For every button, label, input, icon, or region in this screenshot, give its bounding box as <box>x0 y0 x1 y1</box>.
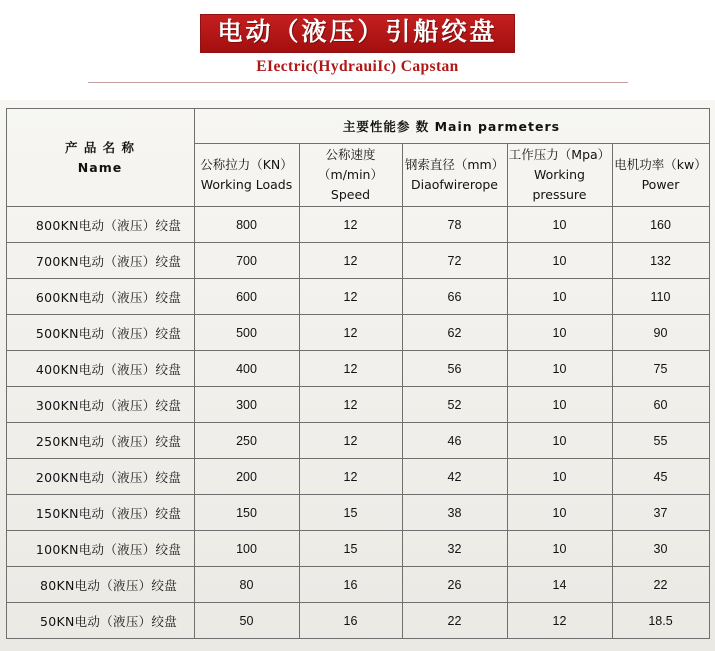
cell-wire-diameter: 42 <box>402 459 507 495</box>
cell-power: 60 <box>612 387 709 423</box>
cell-working-pressure: 14 <box>507 567 612 603</box>
table-row <box>6 603 709 639</box>
cell-speed: 12 <box>299 315 402 351</box>
cell-working-pressure: 10 <box>507 387 612 423</box>
table-row <box>6 387 709 423</box>
cell-speed: 12 <box>299 423 402 459</box>
column-header-wire-diameter-cn: 钢索直径（mm） <box>404 157 505 172</box>
column-header-speed <box>299 144 402 207</box>
table-row <box>6 243 709 279</box>
cell-working-load: 500 <box>194 315 299 351</box>
cell-working-load: 50 <box>194 603 299 639</box>
column-header-name-en: Name <box>77 159 123 175</box>
cell-wire-diameter: 32 <box>402 531 507 567</box>
cell-working-load: 300 <box>194 387 299 423</box>
column-header-wire-diameter-en: Diaofwirerope <box>411 177 498 192</box>
cell-speed: 12 <box>299 351 402 387</box>
cell-wire-diameter: 38 <box>402 495 507 531</box>
column-header-working-loads-cn: 公称拉力（KN） <box>200 157 293 172</box>
cell-working-load: 200 <box>194 459 299 495</box>
cell-wire-diameter: 78 <box>402 207 507 243</box>
column-header-working-pressure <box>507 144 612 207</box>
cell-working-load: 250 <box>194 423 299 459</box>
cell-product-name: 600KN电动（液压）绞盘 <box>6 279 194 315</box>
cell-product-name: 50KN电动（液压）绞盘 <box>6 603 194 639</box>
cell-power: 132 <box>612 243 709 279</box>
cell-wire-diameter: 56 <box>402 351 507 387</box>
cell-product-name: 700KN电动（液压）绞盘 <box>6 243 194 279</box>
cell-working-pressure: 10 <box>507 531 612 567</box>
cell-product-name: 500KN电动（液压）绞盘 <box>6 315 194 351</box>
cell-speed: 15 <box>299 495 402 531</box>
cell-working-load: 700 <box>194 243 299 279</box>
cell-working-pressure: 10 <box>507 351 612 387</box>
table-row <box>6 423 709 459</box>
column-group-header-main-parameters: 主要性能参 数 Main parmeters <box>194 109 709 144</box>
table-header-row-group <box>6 109 709 144</box>
cell-working-pressure: 10 <box>507 243 612 279</box>
cell-wire-diameter: 66 <box>402 279 507 315</box>
cell-power: 160 <box>612 207 709 243</box>
column-header-working-pressure-en: Working pressure <box>532 167 587 202</box>
cell-wire-diameter: 46 <box>402 423 507 459</box>
column-header-speed-cn: 公称速度（m/min） <box>318 147 383 182</box>
cell-working-load: 600 <box>194 279 299 315</box>
cell-working-load: 150 <box>194 495 299 531</box>
cell-working-pressure: 12 <box>507 603 612 639</box>
cell-power: 30 <box>612 531 709 567</box>
table-row <box>6 279 709 315</box>
page-title-english: EIectric(HydrauiIc) Capstan <box>256 57 459 75</box>
cell-speed: 15 <box>299 531 402 567</box>
column-header-power <box>612 144 709 207</box>
cell-speed: 12 <box>299 387 402 423</box>
table-row <box>6 567 709 603</box>
cell-wire-diameter: 62 <box>402 315 507 351</box>
table-row <box>6 315 709 351</box>
cell-power: 18.5 <box>612 603 709 639</box>
cell-product-name: 80KN电动（液压）绞盘 <box>6 567 194 603</box>
column-header-working-loads-en: Working Loads <box>200 177 293 192</box>
cell-working-pressure: 10 <box>507 207 612 243</box>
cell-wire-diameter: 52 <box>402 387 507 423</box>
cell-power: 75 <box>612 351 709 387</box>
table-row <box>6 351 709 387</box>
cell-working-load: 400 <box>194 351 299 387</box>
page-title-chinese: 电动（液压）引船绞盘 <box>200 14 514 53</box>
cell-speed: 12 <box>299 279 402 315</box>
spec-table-area <box>0 100 715 651</box>
cell-working-load: 800 <box>194 207 299 243</box>
cell-product-name: 150KN电动（液压）绞盘 <box>6 495 194 531</box>
column-header-working-pressure-cn: 工作压力（Mpa） <box>508 147 611 162</box>
specification-table <box>6 108 710 639</box>
cell-power: 55 <box>612 423 709 459</box>
cell-working-pressure: 10 <box>507 495 612 531</box>
cell-wire-diameter: 26 <box>402 567 507 603</box>
cell-product-name: 100KN电动（液压）绞盘 <box>6 531 194 567</box>
title-block <box>0 0 715 83</box>
cell-working-pressure: 10 <box>507 279 612 315</box>
cell-speed: 12 <box>299 207 402 243</box>
cell-product-name: 400KN电动（液压）绞盘 <box>6 351 194 387</box>
column-header-working-loads <box>194 144 299 207</box>
cell-speed: 16 <box>299 603 402 639</box>
cell-product-name: 800KN电动（液压）绞盘 <box>6 207 194 243</box>
cell-wire-diameter: 72 <box>402 243 507 279</box>
cell-speed: 12 <box>299 243 402 279</box>
column-header-speed-en: Speed <box>330 187 371 202</box>
cell-working-load: 80 <box>194 567 299 603</box>
table-row <box>6 495 709 531</box>
table-row <box>6 459 709 495</box>
cell-power: 90 <box>612 315 709 351</box>
table-row <box>6 531 709 567</box>
column-header-power-en: Power <box>641 177 680 192</box>
cell-working-load: 100 <box>194 531 299 567</box>
column-header-power-cn: 电机功率（kw） <box>614 157 707 172</box>
cell-working-pressure: 10 <box>507 459 612 495</box>
table-body <box>6 207 709 639</box>
table-header <box>6 109 709 207</box>
cell-power: 22 <box>612 567 709 603</box>
cell-working-pressure: 10 <box>507 315 612 351</box>
cell-power: 37 <box>612 495 709 531</box>
cell-product-name: 250KN电动（液压）绞盘 <box>6 423 194 459</box>
table-row <box>6 207 709 243</box>
cell-wire-diameter: 22 <box>402 603 507 639</box>
column-header-wire-diameter <box>402 144 507 207</box>
cell-power: 110 <box>612 279 709 315</box>
cell-speed: 12 <box>299 459 402 495</box>
column-header-name-cn: 产 品 名 称 <box>64 140 136 156</box>
cell-product-name: 300KN电动（液压）绞盘 <box>6 387 194 423</box>
cell-product-name: 200KN电动（液压）绞盘 <box>6 459 194 495</box>
cell-speed: 16 <box>299 567 402 603</box>
cell-power: 45 <box>612 459 709 495</box>
cell-working-pressure: 10 <box>507 423 612 459</box>
title-divider <box>88 82 628 83</box>
column-header-name <box>6 109 194 207</box>
